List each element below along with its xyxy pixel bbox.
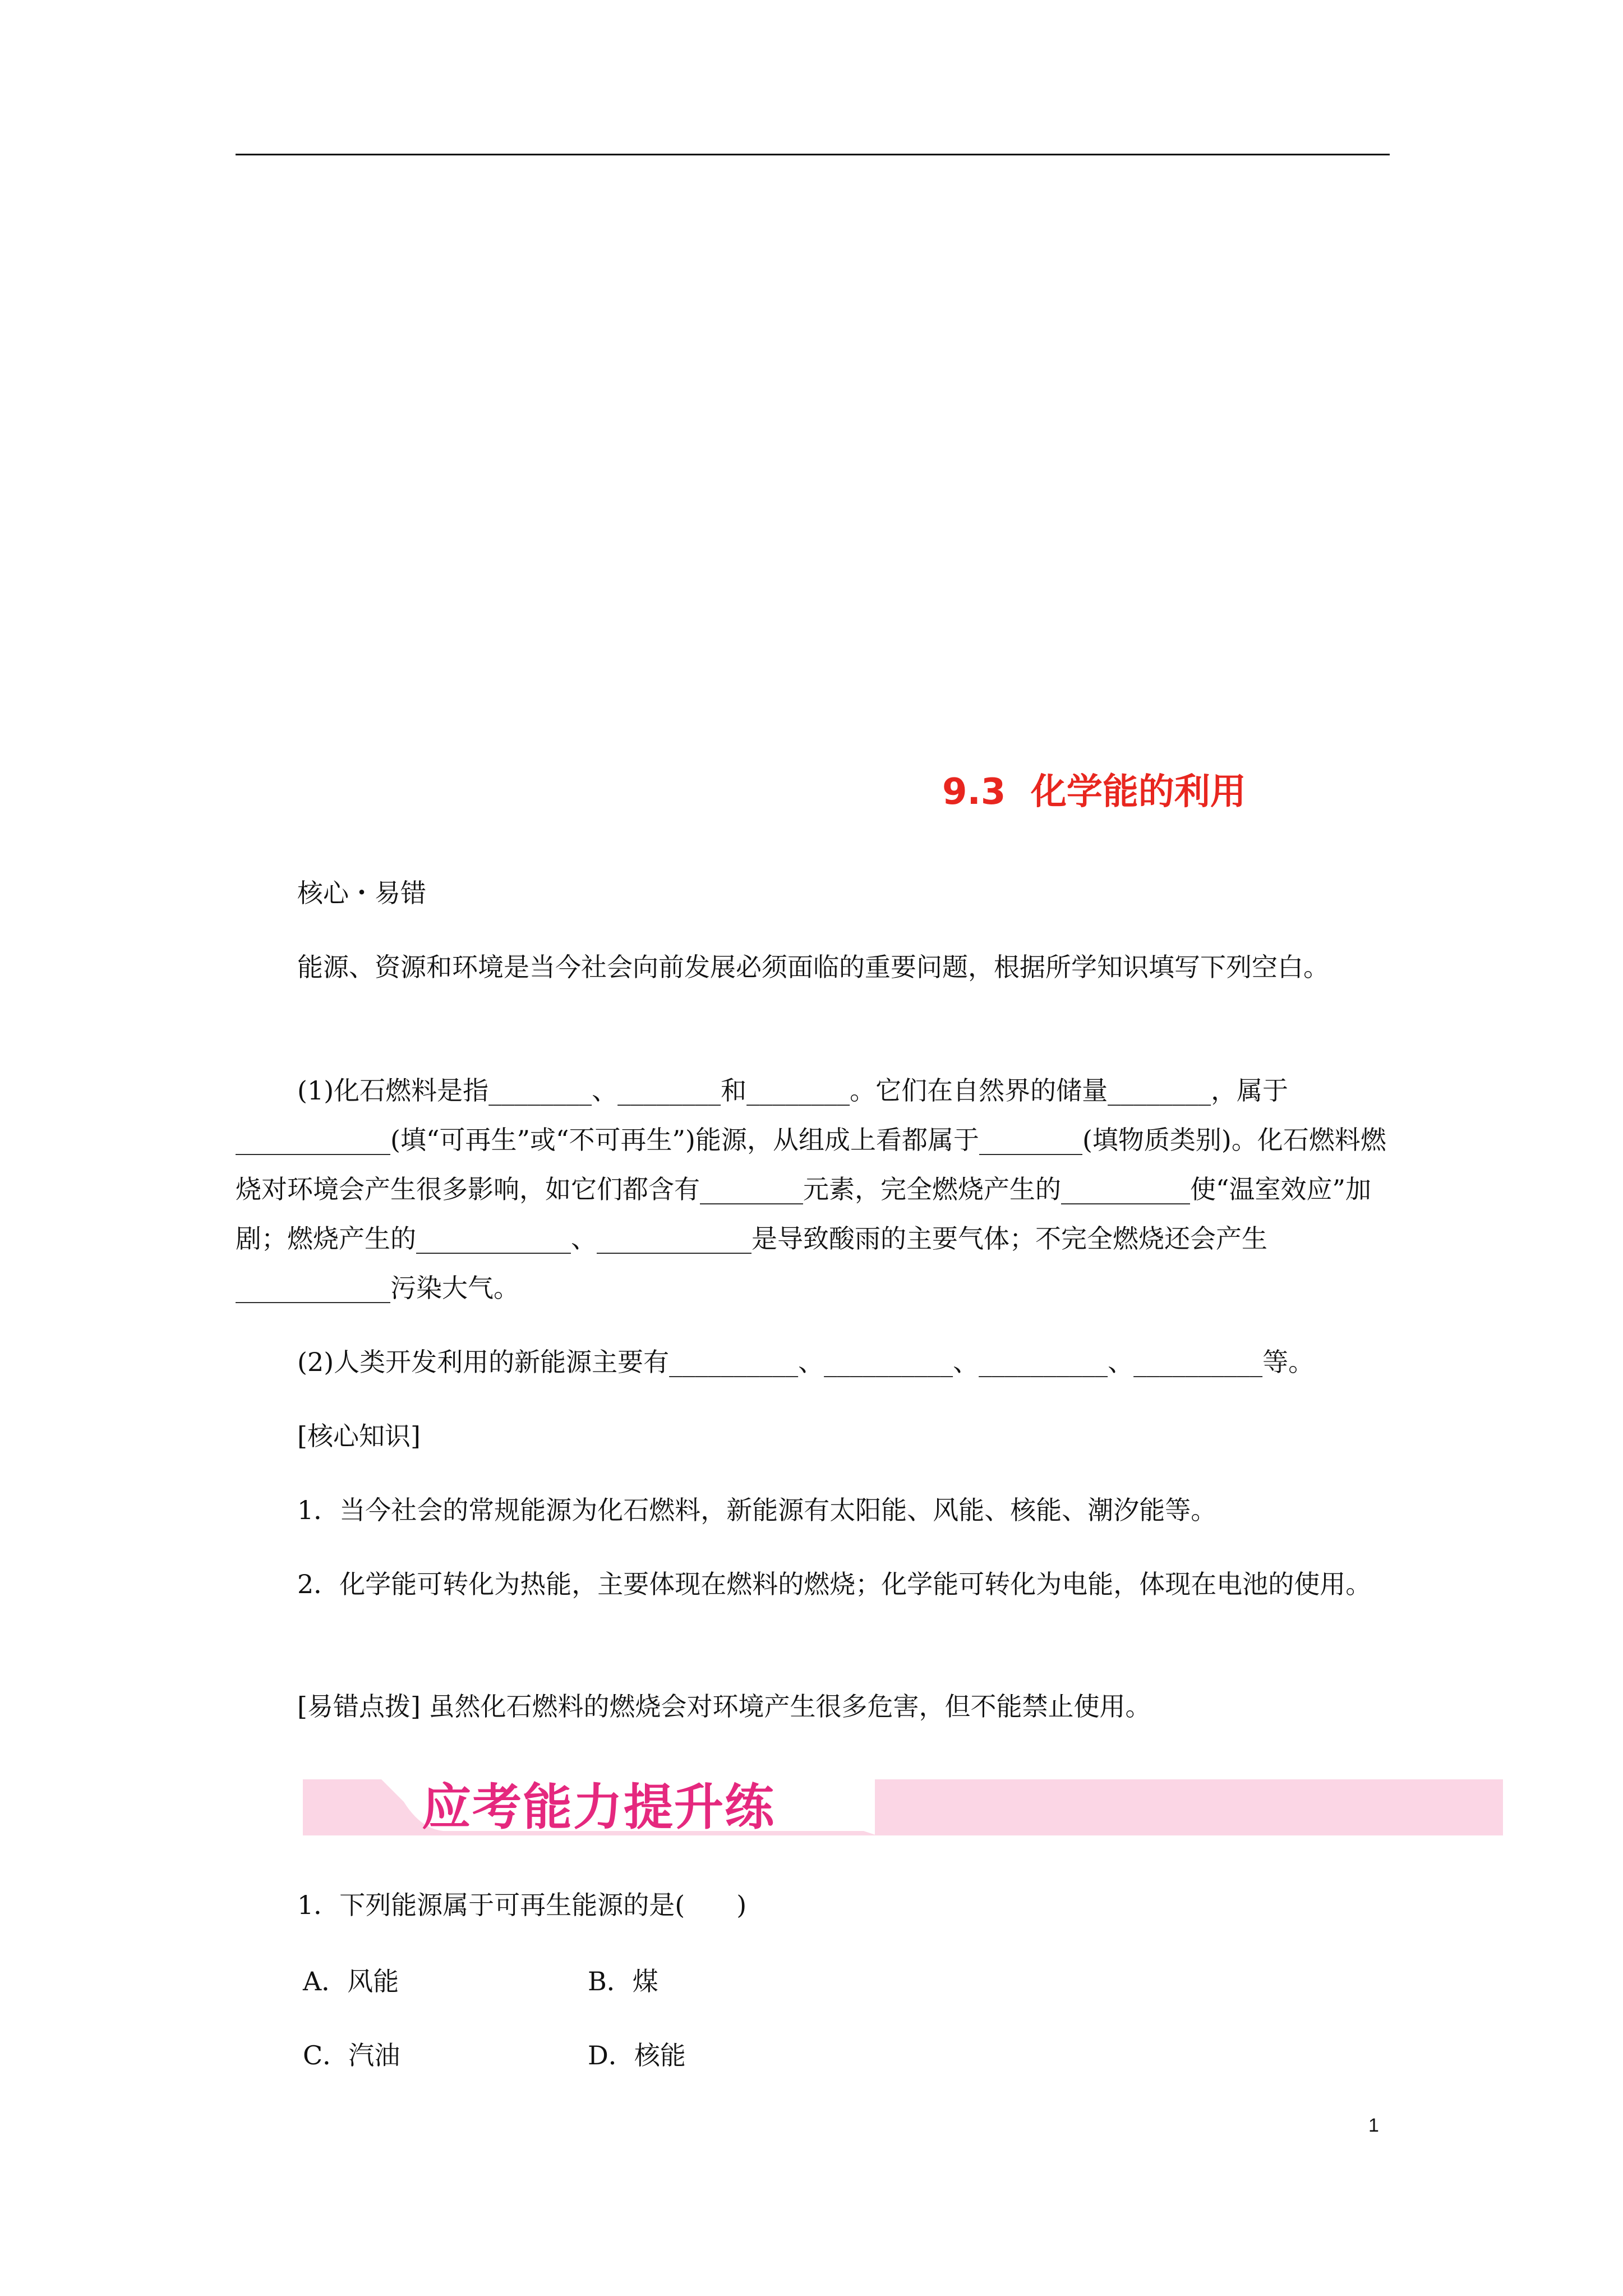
- knowledge-item-1: 1．当今社会的常规能源为化石燃料，新能源有太阳能、风能、核能、潮汐能等。: [297, 1495, 1217, 1525]
- option-a: A．风能: [303, 1966, 399, 1996]
- page-title: 9.3 化学能的利用: [942, 771, 1246, 813]
- question-fossil-fuels: (1)化石燃料是指________、________和________。它们在自然界的储量________，属于____________(填“可再生”或“不可再生”)能源，从组成上看都属于________(填物质类别)。化石燃料燃烧对环境会产生很多影响，如它们都含有________元素，完全燃烧产生的__________使“温室效应”加剧；燃烧产生的____________、____________是导致酸雨的主要气体；不完全燃烧还会产生____________污染大气。: [236, 1075, 1386, 1303]
- banner-label: 应考能力提升练: [422, 1778, 776, 1836]
- intro-paragraph: 能源、资源和环境是当今社会向前发展必须面临的重要问题，根据所学知识填写下列空白。: [297, 952, 1329, 982]
- page-number: 1: [1368, 2115, 1379, 2136]
- question-new-energy: (2)人类开发利用的新能源主要有__________、__________、__________、__________等。: [297, 1347, 1315, 1377]
- error-tip: [易错点拨] 虽然化石燃料的燃烧会对环境产生很多危害，但不能禁止使用。: [297, 1691, 1151, 1722]
- option-d: D．核能: [588, 2040, 686, 2070]
- header-rule: [236, 154, 1390, 155]
- core-knowledge-heading: [核心知识]: [297, 1421, 421, 1451]
- question-1-stem: 1．下列能源属于可再生能源的是( ): [297, 1890, 747, 1920]
- option-b: B．煤: [588, 1966, 658, 1996]
- knowledge-item-2: 2．化学能可转化为热能，主要体现在燃料的燃烧；化学能可转化为电能，体现在电池的使用。: [297, 1569, 1372, 1599]
- section-banner: [303, 1779, 1503, 1835]
- option-c: C．汽油: [303, 2040, 400, 2070]
- core-heading: 核心・易错: [297, 878, 426, 908]
